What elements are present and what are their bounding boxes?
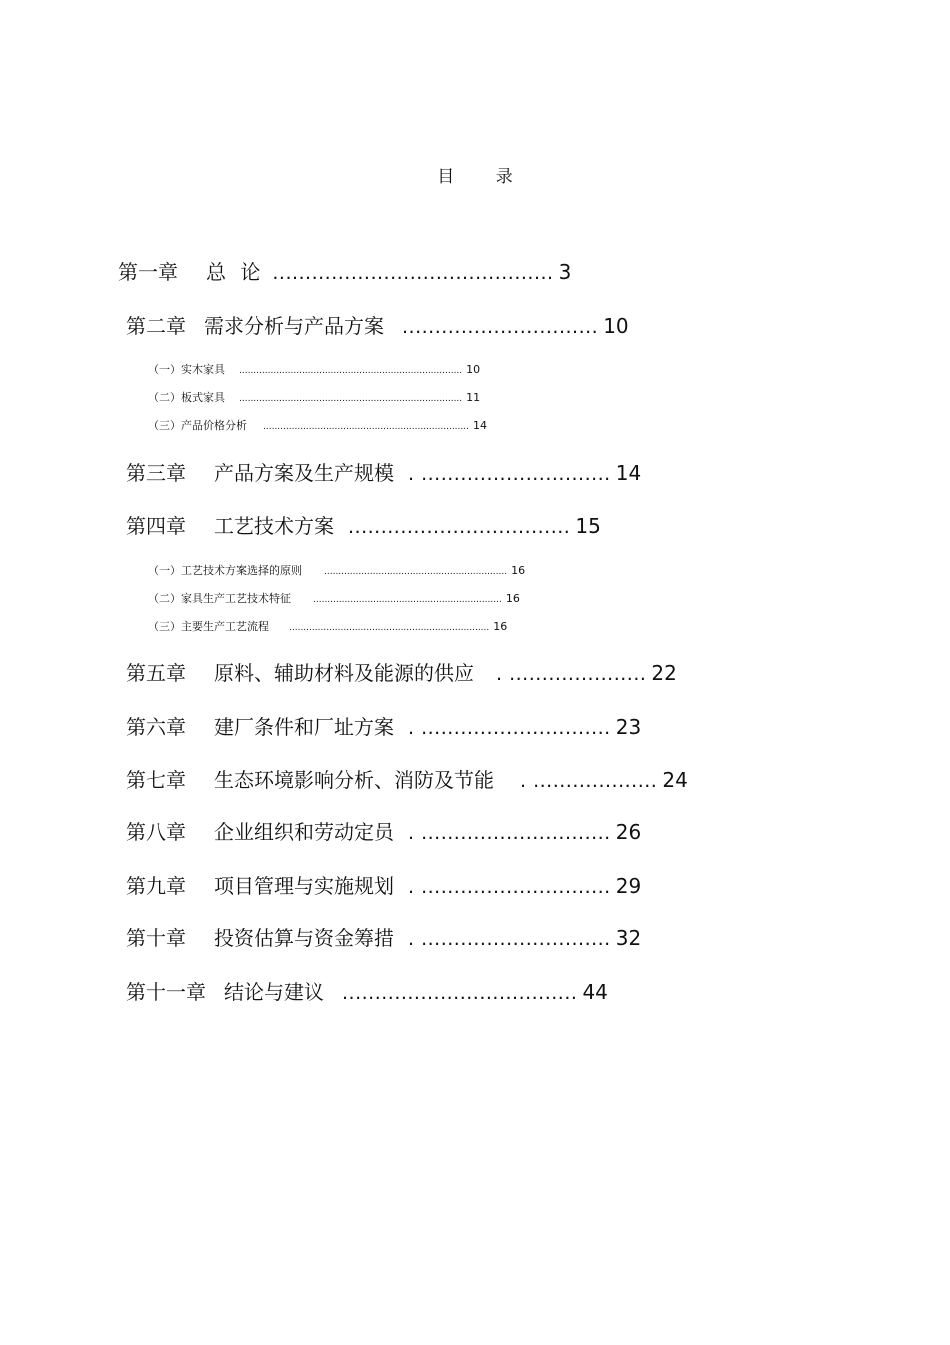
page-number: 11 bbox=[466, 391, 481, 404]
chapter-title: 需求分析与产品方案 bbox=[204, 314, 384, 338]
leader-dots: .............................. bbox=[402, 316, 599, 338]
chapter-number: 第七章 bbox=[126, 768, 186, 792]
page-number: 14 bbox=[615, 461, 642, 485]
toc-entry-chapter-4[interactable] bbox=[126, 510, 601, 539]
page-number: 16 bbox=[505, 592, 520, 605]
section-number: （一） bbox=[148, 564, 181, 577]
chapter-title: 产品方案及生产规模 bbox=[214, 461, 394, 485]
leader-dots: .............................................................................. bbox=[239, 394, 463, 404]
toc-entry-chapter-7[interactable] bbox=[126, 764, 688, 793]
toc-entry-chapter-3[interactable] bbox=[126, 457, 641, 486]
leader-dots: . ............................. bbox=[408, 876, 611, 898]
toc-entry-chapter-2[interactable] bbox=[126, 310, 629, 339]
page-number: 16 bbox=[493, 620, 508, 633]
chapter-title: 总 论 bbox=[206, 260, 261, 284]
section-title: 主要生产工艺流程 bbox=[181, 620, 269, 633]
page-number: 24 bbox=[662, 768, 688, 792]
leader-dots: . ................... bbox=[520, 770, 658, 792]
chapter-title: 建厂条件和厂址方案 bbox=[214, 715, 394, 739]
page-number: 29 bbox=[615, 874, 642, 898]
chapter-title: 结论与建议 bbox=[224, 980, 324, 1004]
chapter-number: 第二章 bbox=[126, 314, 186, 338]
leader-dots: . ............................. bbox=[408, 928, 611, 950]
page-number: 10 bbox=[466, 363, 481, 376]
chapter-number: 第四章 bbox=[126, 514, 186, 538]
toc-entry-chapter-11[interactable] bbox=[126, 976, 608, 1005]
section-number: （一） bbox=[148, 363, 181, 376]
section-title: 板式家具 bbox=[181, 391, 225, 404]
chapter-number: 第九章 bbox=[126, 874, 186, 898]
toc-entry-section-2-3[interactable] bbox=[148, 417, 487, 433]
toc-entry-section-2-2[interactable] bbox=[148, 389, 480, 405]
chapter-number: 第三章 bbox=[126, 461, 186, 485]
chapter-number: 第八章 bbox=[126, 820, 186, 844]
leader-dots: ........................................... bbox=[272, 262, 554, 284]
toc-entry-chapter-6[interactable] bbox=[126, 711, 641, 740]
page-number: 32 bbox=[615, 926, 642, 950]
toc-entry-chapter-10[interactable] bbox=[126, 922, 641, 951]
toc-title: 目 录 bbox=[437, 167, 531, 187]
section-title: 家具生产工艺技术特征 bbox=[181, 592, 291, 605]
page-number: 15 bbox=[575, 514, 601, 538]
page-number: 22 bbox=[651, 661, 677, 685]
chapter-number: 第十章 bbox=[126, 926, 186, 950]
chapter-title: 投资估算与资金筹措 bbox=[214, 926, 394, 950]
page-number: 44 bbox=[582, 980, 608, 1004]
toc-entry-chapter-1[interactable] bbox=[118, 256, 571, 285]
chapter-title: 原料、辅助材料及能源的供应 bbox=[214, 661, 474, 685]
section-number: （三） bbox=[148, 620, 181, 633]
page-number: 16 bbox=[511, 564, 526, 577]
page-number: 10 bbox=[603, 314, 629, 338]
section-number: （二） bbox=[148, 592, 181, 605]
leader-dots: .............................................................................. bbox=[239, 366, 463, 376]
page-number: 14 bbox=[472, 419, 487, 432]
chapter-title: 生态环境影响分析、消防及节能 bbox=[214, 768, 494, 792]
toc-entry-chapter-9[interactable] bbox=[126, 870, 641, 899]
section-number: （二） bbox=[148, 391, 181, 404]
toc-entry-section-4-2[interactable] bbox=[148, 590, 520, 606]
section-title: 工艺技术方案选择的原则 bbox=[181, 564, 302, 577]
chapter-number: 第六章 bbox=[126, 715, 186, 739]
chapter-number: 第十一章 bbox=[126, 980, 206, 1004]
page-number: 26 bbox=[615, 820, 642, 844]
toc-entry-section-4-3[interactable] bbox=[148, 618, 507, 634]
leader-dots: .................................. bbox=[348, 516, 571, 538]
page-number: 3 bbox=[558, 260, 572, 284]
toc-entry-chapter-8[interactable] bbox=[126, 816, 641, 845]
leader-dots: .................................................................. bbox=[313, 595, 502, 605]
section-number: （三） bbox=[148, 419, 181, 432]
toc-entry-section-4-1[interactable] bbox=[148, 562, 525, 578]
toc-entry-chapter-5[interactable] bbox=[126, 657, 677, 686]
section-title: 实木家具 bbox=[181, 363, 225, 376]
leader-dots: . ............................. bbox=[408, 463, 611, 485]
leader-dots: ...................................................................... bbox=[289, 623, 490, 633]
page-number: 23 bbox=[615, 715, 642, 739]
chapter-number: 第一章 bbox=[118, 260, 178, 284]
leader-dots: . ............................. bbox=[408, 822, 611, 844]
leader-dots: . ............................. bbox=[408, 717, 611, 739]
leader-dots: ........................................................................ bbox=[263, 422, 469, 432]
leader-dots: .................................... bbox=[342, 982, 578, 1004]
leader-dots: ................................................................ bbox=[324, 567, 508, 577]
toc-entry-section-2-1[interactable] bbox=[148, 361, 480, 377]
chapter-number: 第五章 bbox=[126, 661, 186, 685]
chapter-title: 项目管理与实施规划 bbox=[214, 874, 394, 898]
leader-dots: . ..................... bbox=[496, 663, 647, 685]
chapter-title: 企业组织和劳动定员 bbox=[214, 820, 394, 844]
section-title: 产品价格分析 bbox=[181, 419, 247, 432]
chapter-title: 工艺技术方案 bbox=[214, 514, 334, 538]
